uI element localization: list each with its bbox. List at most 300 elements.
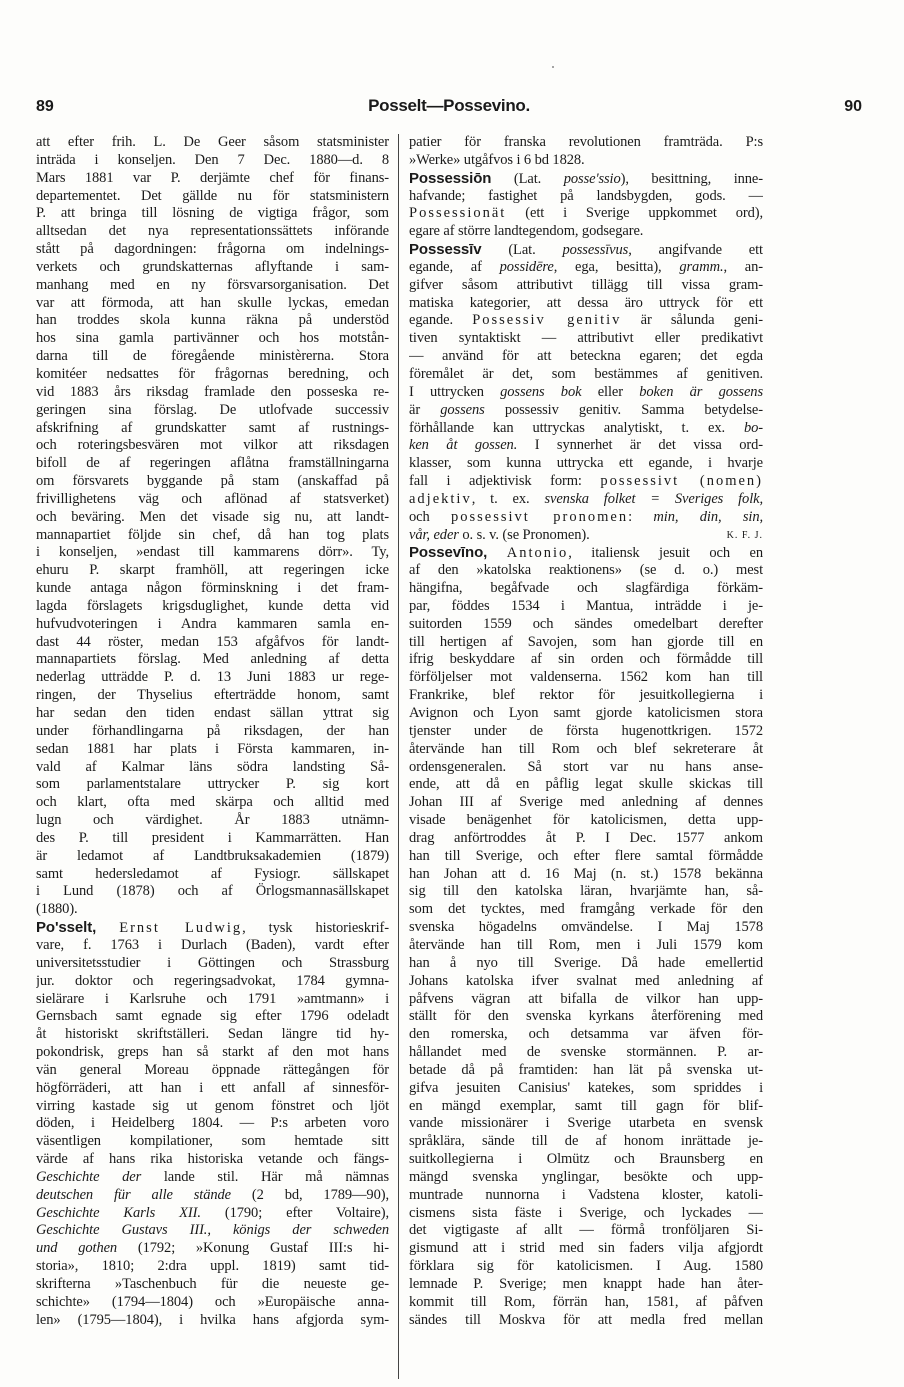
text-run: är [409, 401, 421, 418]
text-line [409, 1187, 763, 1205]
text-run: och roteringsbesvären mot vilkor att riksdagen [36, 437, 389, 454]
text-line [409, 741, 763, 759]
text-line [36, 1062, 389, 1080]
text-line [36, 759, 389, 777]
text-run: : [628, 508, 633, 525]
text-line [36, 955, 389, 973]
text-line [409, 402, 763, 420]
text-run: språklära, sände till de af honom inrättade je- [409, 1133, 763, 1150]
text-line [36, 348, 389, 366]
text-line [36, 1044, 389, 1062]
text-run: ken åt gossen. [409, 437, 518, 454]
text-run: döden, i Heidelberg 1804. — P:s arbeten voro [36, 1115, 389, 1132]
text-line [36, 848, 389, 866]
text-run: possessivt pronomen [451, 508, 629, 525]
text-line [409, 651, 763, 669]
text-line [36, 1080, 389, 1098]
text-line [409, 776, 763, 794]
text-line [409, 509, 763, 527]
text-line [409, 384, 763, 402]
text-run: han till Sverige, och efter flere samtal förmådde [409, 847, 763, 864]
text-line [36, 455, 389, 473]
text-run: (2 bd, 1789—90), [251, 1186, 389, 1203]
text-line [36, 705, 389, 723]
text-run: universitetsstudier i Göttingen och Strassburg [36, 954, 389, 971]
text-run: förhållande kan uttryckas analytiskt, t. ex. [409, 419, 725, 436]
text-line [36, 634, 389, 652]
text-run: komitéer nedsattes för frågornas beredning, och [36, 365, 389, 382]
text-line [36, 1008, 389, 1026]
text-run: gossens bok [500, 383, 582, 400]
text-run: ifrig beskyddare af sin orden och förmådde till [409, 651, 763, 668]
text-run: (Lat. [513, 170, 542, 187]
text-line [409, 866, 763, 884]
text-run: egande. [409, 312, 453, 329]
text-line [409, 562, 763, 580]
text-run: afskrifning af grundskatter samt af rustnings- [36, 419, 389, 436]
text-line [409, 152, 763, 170]
text-line [36, 1151, 389, 1169]
text-run: högförräderi, att han i ett anfall af sinnesför- [36, 1079, 389, 1096]
text-line [409, 991, 763, 1009]
text-run: manhang med en ny försvarsorganisation. Det [36, 276, 389, 293]
text-run: och [409, 508, 430, 525]
text-run: att efter frih. L. De Geer såsom statsminister [36, 134, 389, 150]
text-line [36, 937, 389, 955]
text-run: lagda förslagets krigsduglighet, kunde detta vid [36, 597, 389, 614]
text-run: mannapartiets förslag. Med anledning af detta [36, 651, 389, 668]
text-run: (1792; »Konung Gustaf III:s hi- [137, 1240, 389, 1257]
text-run: eller [597, 383, 623, 400]
text-line [36, 919, 389, 937]
text-run: posse'ssio [563, 170, 621, 187]
running-head: Posselt—Possevino. [368, 96, 530, 115]
text-line [409, 1222, 763, 1240]
text-line [36, 616, 389, 634]
text-line [409, 1062, 763, 1080]
text-line [36, 420, 389, 438]
text-line [409, 420, 763, 438]
text-run: hos sina gamla partivänner och hos motstån- [36, 330, 389, 347]
text-line [409, 1026, 763, 1044]
text-line [409, 223, 763, 241]
text-run: han troddes skola kunna räkna på understöd [36, 312, 389, 329]
text-run: verkets och grundskatternas aflyftande i sam- [36, 258, 389, 275]
text-run: och klart, ofta med skärpa och alltid med [36, 794, 389, 811]
text-run: i konseljen, »endast till kammarens dörr». Ty, [36, 544, 389, 561]
text-run: o. s. v. (se Pronomen). [462, 526, 590, 543]
text-line [409, 883, 763, 901]
text-line [409, 1044, 763, 1062]
text-run: bifoll de af regeringen aflåtna framställningarna [36, 455, 389, 472]
text-line [409, 295, 763, 313]
text-line [36, 205, 389, 223]
text-run: , t. ex. [471, 490, 530, 507]
text-run: skrifterna »Taschenbuch für die neueste ge- [36, 1276, 389, 1292]
text-run: egare af större landtegendom, godsegare. [409, 223, 644, 240]
text-run: geringen sina förslag. De utlofvade successiv [36, 401, 389, 418]
text-run: ställt för den svenska kyrkans återförening med [409, 1008, 763, 1025]
text-run: betade då på framtiden: han lät på svenska ut- [409, 1061, 763, 1078]
text-run: gifva jesuiten Canisius' katekes, som spriddes i [409, 1079, 763, 1096]
text-run: dast 44 röster, medan 153 afgåfvos för landt- [36, 633, 389, 650]
text-run: återvände han till Rom, men i Juli 1579 kom [409, 936, 763, 953]
text-line [36, 1026, 389, 1044]
text-line [409, 1133, 763, 1151]
text-line [409, 170, 763, 188]
text-line [36, 223, 389, 241]
text-line [36, 973, 389, 991]
text-run: possessiv genitiv. Samma betydelse- [504, 401, 763, 418]
text-run: muntrade nunnorna i Vadstena kloster, katoli- [409, 1186, 763, 1203]
text-run: pokondrisk, greps han så starkt af den mot hans [36, 1044, 389, 1061]
text-line [36, 741, 389, 759]
text-run: vän general Moreau öppnade rättegången för [36, 1061, 389, 1078]
text-line [36, 330, 389, 348]
text-run: gifver såsom attributivt tillägg till vissa gram- [409, 276, 763, 293]
text-run: Frankrike, blef rektor för jesuitkollegierna i [409, 687, 763, 704]
text-run: boken är gossens [639, 383, 763, 400]
text-run: bo- [743, 419, 763, 436]
text-line [36, 491, 389, 509]
text-run: min, din, sin, [653, 508, 763, 525]
text-run: mängd svenska ynglingar, besökte och upp- [409, 1168, 763, 1185]
text-run: I uttrycken [409, 383, 484, 400]
text-line [36, 723, 389, 741]
text-run: stått på dagordningen: frågorna om indelnings- [36, 241, 389, 258]
text-run: possidēre [499, 258, 554, 275]
print-speck [552, 66, 554, 68]
text-run: Ernst Ludwig [119, 920, 243, 937]
text-run: ringen, der Thyselius efterträdde honom, samt [36, 687, 389, 704]
text-run: suitorden 1559 och sändes omedelbart derefter [409, 615, 763, 632]
text-line [36, 1205, 389, 1223]
text-run: virring kastade sig ut genom fönstret och ljöt [36, 1097, 389, 1114]
text-run: egande, af [409, 258, 482, 275]
text-run: Avignon och Lyon samt gjorde katolicismen stora [409, 705, 763, 721]
text-line [36, 1169, 389, 1187]
text-run: len» (1795—1804), i hvilka hans afgjorda sym- [36, 1311, 389, 1328]
text-run: adjektiv [409, 490, 472, 507]
text-line [409, 1115, 763, 1133]
text-run: matiska kategorier, att dessa äro uttryck för ett [409, 294, 763, 311]
text-run: Geschichte der [36, 1168, 142, 1185]
text-line [409, 1240, 763, 1258]
text-run: frivillighetens väg och aflönad af statsverket) [36, 490, 389, 507]
text-line [409, 759, 763, 777]
text-run: Johans katolska ifver svalnat med anledning af [409, 972, 763, 989]
text-line [409, 1008, 763, 1026]
page-header [36, 96, 862, 120]
text-run: (Lat. [508, 242, 536, 259]
text-run: possessivt (nomen) [600, 473, 763, 490]
text-run: gossens [440, 401, 485, 418]
text-run: Johan III af Sverige med anledning af dennes [409, 794, 763, 811]
text-run: ehuru P. skarpt framhöll, att regeringen icke [36, 562, 389, 579]
text-run: af den »katolska reaktionens» (se d. o.) mest [409, 562, 763, 579]
text-line [409, 277, 763, 295]
text-line [36, 544, 389, 562]
text-line [409, 312, 763, 330]
text-run: är ledamot af Landtbruksakademien (1879) [36, 847, 389, 864]
text-run: värde af hans rika historiska vetande och fängs- [36, 1151, 389, 1168]
text-run: , ega, besitta), [553, 258, 662, 275]
text-run: kunde antaga någon förminskning i det fram- [36, 580, 389, 597]
text-run: P. att bringa till lösning de vigtiga frågor, som [36, 205, 389, 222]
text-line [36, 562, 389, 580]
text-line [409, 634, 763, 652]
text-line [409, 669, 763, 687]
text-run: mannapartiet följde sin chef, då han tog plats [36, 526, 389, 543]
text-line [409, 901, 763, 919]
text-run: har sedan den tiden endast sällan yttrat sig [36, 705, 389, 721]
text-run: departementet. Det gällde nu för statsministern [36, 187, 389, 204]
text-run: lemnade P. Sverige; men knappt hade han åter- [409, 1276, 763, 1292]
text-line [36, 277, 389, 295]
text-run: Possessiv genitiv [472, 312, 622, 329]
text-run: om försvarets byggande på stam (anskaffad på [36, 473, 389, 490]
text-run: hållandet med de svenske stormännen. P. ar- [409, 1044, 763, 1061]
text-line [409, 580, 763, 598]
text-run: ), besittning, inne- [620, 170, 763, 187]
text-run: Possessīv [409, 241, 482, 259]
text-line [409, 598, 763, 616]
text-run: Antonio [506, 545, 569, 562]
text-line [36, 259, 389, 277]
text-run: sielärare i Karlsruhe och 1791 »amtmann» i [36, 990, 389, 1007]
text-run: samt hedersledamot af Fysiogr. sällskapet [36, 865, 389, 882]
text-run: gramm. [679, 258, 724, 275]
text-run: Possessionät [409, 205, 507, 222]
text-run: en mängd exemplar, samt till gagn för blif- [409, 1097, 763, 1114]
text-line [409, 348, 763, 366]
text-run: cismens sista fäste i Sverige, och lyckades — [409, 1204, 763, 1221]
text-run: han å nyo till Sverige. Då hade emellertid [409, 954, 763, 971]
text-run: är sålunda geni- [640, 312, 763, 329]
text-run: hafvande; fastighet på landsbygden, gods. — [409, 187, 763, 204]
text-line [409, 544, 763, 562]
text-run: Geschichte Karls XII. [36, 1204, 201, 1221]
text-line [36, 1276, 389, 1294]
text-line [36, 580, 389, 598]
page-number-right: 90 [844, 98, 862, 115]
text-line [409, 491, 763, 509]
text-line [409, 455, 763, 473]
text-line [36, 1240, 389, 1258]
text-line [36, 901, 389, 919]
text-run: Po'sselt, [36, 919, 97, 937]
text-run: Possevīno, [409, 544, 488, 562]
text-line [409, 134, 763, 152]
text-line [409, 812, 763, 830]
text-run: vande missionärer i Sverige utarbeta en svensk [409, 1115, 763, 1132]
text-line [409, 794, 763, 812]
text-line [36, 437, 389, 455]
text-line [36, 1258, 389, 1276]
text-run: , angifvande ett [628, 242, 763, 259]
text-run: und gothen [36, 1240, 118, 1257]
text-run: sig till den katolska läran, hvarjämte han, så- [409, 883, 763, 900]
text-run: ordensgeneralen. Så stort var nu hans anse- [409, 758, 763, 775]
text-run: han Johan att d. 16 Maj (n. st.) 1578 bekänna [409, 865, 763, 882]
text-run: — använd för att beteckna egaren; det egda [409, 348, 763, 365]
text-run: svenska folket = Sveriges folk, [544, 490, 763, 507]
text-line [36, 776, 389, 794]
text-run: sändes till Moskva för att medla fred mellan [409, 1311, 763, 1328]
text-run: det vigtigaste af allt — förmå tronföljaren Si- [409, 1222, 763, 1239]
text-run: alltsedan det nya representationssättets införande [36, 223, 389, 240]
text-run: lande stil. Här må nämnas [163, 1168, 389, 1185]
text-line [36, 402, 389, 420]
text-run: , tysk historieskrif- [242, 920, 389, 937]
text-line [409, 473, 763, 491]
text-run: Geschichte Gustavs III., königs der schweden [36, 1222, 389, 1239]
text-line [36, 384, 389, 402]
right-column [409, 134, 763, 1330]
text-line [409, 1151, 763, 1169]
text-run: possessīvus [562, 242, 629, 259]
text-line [36, 295, 389, 313]
text-line [409, 188, 763, 206]
text-line [36, 152, 389, 170]
text-run: åt historiskt skriftställeri. Sedan längre tid hy- [36, 1026, 389, 1043]
text-line [409, 1294, 763, 1312]
text-run: patier för franska revolutionen framträda. P:s [409, 134, 763, 150]
text-run: klasser, som kunna uttrycka ett egande, i hvarje [409, 455, 763, 472]
text-run: nederlag utträdde P. d. 13 Juni 1883 ur rege- [36, 669, 389, 686]
text-run: tiven syntaktiskt — attributivt eller predikativt [409, 330, 763, 347]
text-line [409, 527, 763, 545]
text-run: suitkollegierna i Olmütz och Braunsberg en [409, 1151, 763, 1168]
text-run: ende, att då en påflig legat skulle skickas till [409, 776, 763, 793]
text-run: Possessiōn [409, 169, 492, 187]
text-line [36, 1098, 389, 1116]
text-line [36, 170, 389, 188]
text-run: Gernsbach samt egnade sig efter 1796 odeladt [36, 1008, 389, 1025]
text-line [409, 1080, 763, 1098]
left-column [36, 134, 389, 1330]
text-line [409, 616, 763, 634]
page-number-left: 89 [36, 98, 54, 115]
text-line [36, 669, 389, 687]
text-run: schichte» (1794—1804) och »Europäische anna- [36, 1293, 389, 1310]
text-run: des P. till president i Kammarrätten. Han [36, 829, 389, 846]
text-run: påfvens vägran att bifalla de vilkor han upp- [409, 990, 763, 1007]
text-line [36, 473, 389, 491]
text-run: svenska högadelns omvändelse. I Maj 1578 [409, 919, 763, 936]
text-line [409, 687, 763, 705]
text-line [36, 1312, 389, 1330]
text-run: under förhandlingarna på riksdagen, der han [36, 722, 389, 739]
text-line [409, 366, 763, 384]
text-line [409, 1258, 763, 1276]
text-line [409, 705, 763, 723]
text-line [36, 866, 389, 884]
text-run: var att förmoda, att han skulle lyckas, emedan [36, 294, 389, 311]
text-line [36, 687, 389, 705]
text-line [409, 241, 763, 259]
text-run: och beväring. Men det visade sig nu, att landt- [36, 508, 389, 525]
text-run: förföljelser mot valdenserna. 1562 kom han till [409, 669, 763, 686]
text-line [36, 1133, 389, 1151]
text-run: inträda i konseljen. Den 7 Dec. 1880—d. 8 [36, 151, 389, 168]
text-run: förklara sig för katolicismen. I Aug. 1580 [409, 1258, 763, 1275]
text-run: darna till de föregående ministèrerna. Stora [36, 348, 389, 365]
text-run: sedan 1881 har plats i Första kammaren, in- [36, 740, 389, 757]
text-line [36, 812, 389, 830]
text-line [36, 991, 389, 1009]
text-line [36, 366, 389, 384]
column-divider [398, 134, 399, 1379]
text-line [36, 1222, 389, 1240]
text-line [409, 973, 763, 991]
text-line [409, 919, 763, 937]
text-run: kommit till Rom, förrän han, 1581, af påfven [409, 1293, 763, 1310]
text-line [36, 1115, 389, 1133]
text-run: »Werke» utgåfvos i 6 bd 1828. [409, 151, 585, 168]
text-run: deutschen für alle stände [36, 1186, 232, 1203]
text-run: I synnerhet är det vissa ord- [534, 437, 763, 454]
text-run: som parlamentstalare uttrycker P. sig kort [36, 776, 389, 793]
text-line [409, 1098, 763, 1116]
text-line [36, 651, 389, 669]
text-line [409, 437, 763, 455]
text-run: Mars 1881 var P. derjämte chef för finans- [36, 169, 389, 186]
text-run: hufvudvoteringen i Andra kammaren samla en- [36, 615, 389, 632]
text-run: hängifna, begåfvade och slagfärdiga förkäm- [409, 580, 763, 597]
text-line [409, 1205, 763, 1223]
text-run: (1790; efter Voltaire), [224, 1204, 389, 1221]
text-line [36, 188, 389, 206]
text-run: par, föddes 1534 i Mantua, inträdde i je- [409, 597, 763, 614]
text-line [409, 830, 763, 848]
text-run: drag anförtroddes åt P. I Dec. 1577 ankom [409, 829, 763, 846]
text-line [409, 205, 763, 223]
text-line [36, 241, 389, 259]
text-run: väsentligen kompilationer, som hemtade sitt [36, 1133, 389, 1150]
author-signature: K. F. J. [726, 529, 763, 541]
text-run: vår, eder [409, 526, 459, 543]
text-line [409, 723, 763, 741]
text-run: återvände han till Rom och blef sekreterare åt [409, 740, 763, 757]
text-run: till hertigen af Savojen, som han gjorde till en [409, 633, 763, 650]
text-run: (1880). [36, 901, 78, 918]
text-line [36, 312, 389, 330]
text-run: , italiensk jesuit och en [568, 545, 763, 562]
text-run: föremålet är det, som bestämmes af genitiven. [409, 365, 763, 382]
text-run: vald af Kalmar läns södra landsting Så- [36, 758, 389, 775]
text-line [36, 527, 389, 545]
text-line [36, 1294, 389, 1312]
text-line [36, 794, 389, 812]
text-line [409, 1276, 763, 1294]
text-run: (ett i Sverige uppkommet ord), [525, 205, 763, 222]
text-line [36, 509, 389, 527]
text-run: vare, f. 1763 i Durlach (Baden), vardt efter [36, 936, 389, 953]
text-line [36, 883, 389, 901]
text-run: vid 1883 års riksdag framlade den posseska re- [36, 383, 389, 400]
text-run: jur. doktor och regeringsadvokat, 1784 gymna- [36, 972, 389, 989]
text-run: visade benägenhet för katolicismen, detta upp- [409, 812, 763, 829]
text-line [409, 259, 763, 277]
text-run: tjenster under de första hugenottkrigen. 1572 [409, 722, 763, 739]
text-run: , an- [723, 258, 763, 275]
text-line [409, 848, 763, 866]
text-run: fall i adjektivisk form: [409, 473, 582, 490]
text-run: lugn och värdighet. År 1883 utnämn- [36, 812, 389, 829]
text-line [409, 937, 763, 955]
text-line [409, 1169, 763, 1187]
